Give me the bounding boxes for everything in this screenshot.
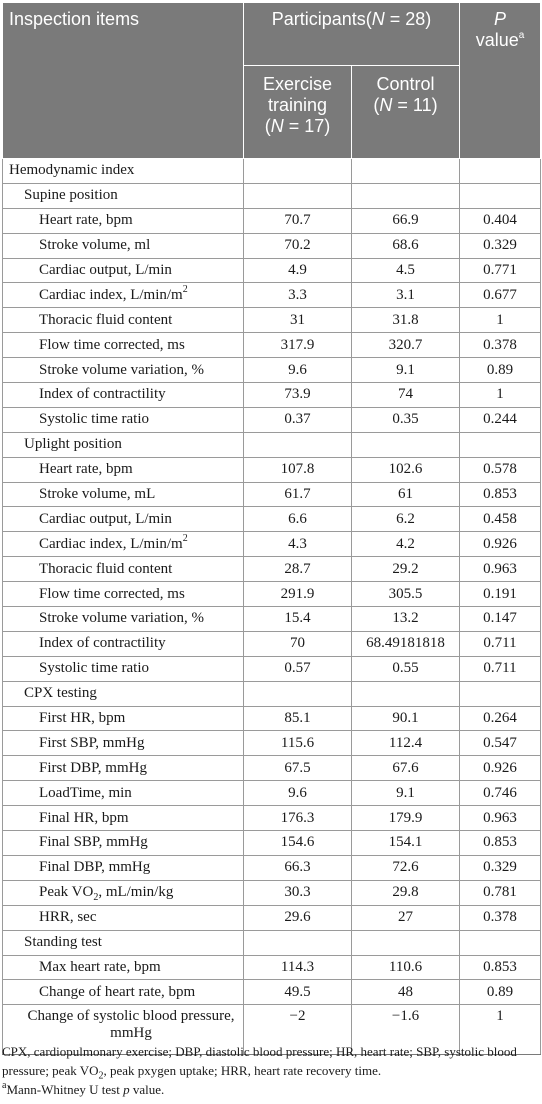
exercise-value-cell: 114.3 [244,955,352,980]
row-label: Change of heart rate, bpm [3,980,244,1005]
row-label: Change of systolic blood pressure, mmHg [3,1005,244,1055]
control-value-cell: 13.2 [352,607,460,632]
control-value-cell: 0.55 [352,656,460,681]
p-value-cell: 0.191 [460,582,541,607]
table-row [3,980,541,1005]
exercise-value-cell: 70 [244,631,352,656]
control-value-cell: 66.9 [352,208,460,233]
exercise-value-cell: 70.7 [244,208,352,233]
p-value-cell: 0.926 [460,756,541,781]
control-value-cell: 68.6 [352,233,460,258]
abbreviations-note: CPX, cardiopulmonary exercise; DBP, diastolic blood pressure; HR, heart rate; SBP, systolic blood pressure; peak $VO_2$, peak pxygen uptake; HRR, heart rate recovery time. [2,1044,517,1082]
row-label: HRR, sec [3,905,244,930]
exercise-value-cell: 3.3 [244,283,352,308]
row-label: First DBP, mmHg [3,756,244,781]
control-value-cell: 68.49181818 [352,631,460,656]
control-value-cell: 72.6 [352,855,460,880]
row-label: Systolic time ratio [3,407,244,432]
control-value-cell [352,183,460,208]
control-value-cell [352,159,460,184]
row-label: CPX testing [3,681,244,706]
p-value-cell: 0.853 [460,482,541,507]
control-value-cell: 4.2 [352,532,460,557]
exercise-value-cell: 30.3 [244,880,352,905]
table-row [3,507,541,532]
p-value-cell: 0.578 [460,457,541,482]
table-row [3,358,541,383]
p-value-cell: 0.853 [460,955,541,980]
p-value-cell: 0.264 [460,706,541,731]
section-row [3,183,541,208]
row-label: Index of contractility [3,383,244,408]
row-label: Final DBP, mmHg [3,855,244,880]
control-value-cell: 305.5 [352,582,460,607]
row-label: Supine position [3,183,244,208]
section-row [3,681,541,706]
section-row [3,432,541,457]
table-row [3,208,541,233]
table-row [3,831,541,856]
row-label: Systolic time ratio [3,656,244,681]
table-row [3,706,541,731]
exercise-value-cell: 176.3 [244,806,352,831]
exercise-value-cell: 29.6 [244,905,352,930]
table-footnotes [2,1042,538,1099]
table-header [3,3,541,159]
exercise-value-cell: 85.1 [244,706,352,731]
row-label: Cardiac output, L/min [3,258,244,283]
exercise-value-cell: 0.37 [244,407,352,432]
header-control: Control (N = 11) [352,66,460,159]
row-label: Heart rate, bpm [3,208,244,233]
row-label: Uplight position [3,432,244,457]
control-value-cell: 9.1 [352,781,460,806]
table-row [3,283,541,308]
p-value-cell: 0.746 [460,781,541,806]
exercise-value-cell [244,681,352,706]
p-value-cell: 0.458 [460,507,541,532]
control-value-cell [352,432,460,457]
control-value-cell: 74 [352,383,460,408]
p-value-cell: 0.147 [460,607,541,632]
table-row [3,607,541,632]
table-body [3,159,541,1055]
row-label: Cardiac output, L/min [3,507,244,532]
table-row [3,955,541,980]
section-row [3,159,541,184]
table-row [3,457,541,482]
row-label: Hemodynamic index [3,159,244,184]
exercise-value-cell [244,159,352,184]
control-value-cell: 154.1 [352,831,460,856]
exercise-value-cell: 67.5 [244,756,352,781]
exercise-value-cell: 9.6 [244,358,352,383]
control-value-cell: 179.9 [352,806,460,831]
p-value-cell: 0.244 [460,407,541,432]
exercise-value-cell [244,432,352,457]
p-value-cell: 0.677 [460,283,541,308]
exercise-value-cell: 9.6 [244,781,352,806]
control-value-cell: 9.1 [352,358,460,383]
statistics-note: $^a$Mann-Whitney U test p value. [2,1079,165,1097]
control-value-cell: −1.6 [352,1005,460,1055]
exercise-value-cell: 6.6 [244,507,352,532]
exercise-value-cell: 154.6 [244,831,352,856]
exercise-value-cell: 73.9 [244,383,352,408]
row-label: First HR, bpm [3,706,244,731]
p-value-cell: 0.89 [460,980,541,1005]
row-label: Cardiac index, $L/\min/m^2$ [3,283,244,308]
table-row [3,631,541,656]
p-value-cell: 0.89 [460,358,541,383]
control-value-cell: 4.5 [352,258,460,283]
row-label: Stroke volume, mL [3,482,244,507]
row-label: First SBP, mmHg [3,731,244,756]
control-value-cell: 67.6 [352,756,460,781]
table-row [3,582,541,607]
header-exercise-training: Exercise training (N = 17) [244,66,352,159]
table-row [3,557,541,582]
table-row [3,781,541,806]
table-row [3,482,541,507]
table-row [3,855,541,880]
p-value-cell: 0.547 [460,731,541,756]
table-row [3,731,541,756]
p-value-cell: 0.329 [460,855,541,880]
exercise-value-cell: 31 [244,308,352,333]
p-value-cell: 0.963 [460,557,541,582]
exercise-value-cell: 291.9 [244,582,352,607]
table-row [3,756,541,781]
exercise-value-cell: −2 [244,1005,352,1055]
p-value-cell [460,159,541,184]
table-row [3,806,541,831]
table-row [3,258,541,283]
row-label: Max heart rate, bpm [3,955,244,980]
exercise-value-cell: 4.3 [244,532,352,557]
row-label: Flow time corrected, ms [3,582,244,607]
control-value-cell: 61 [352,482,460,507]
control-value-cell: 3.1 [352,283,460,308]
control-value-cell: 48 [352,980,460,1005]
control-value-cell: 27 [352,905,460,930]
p-value-cell: 1 [460,383,541,408]
table-row [3,656,541,681]
p-value-cell: 0.378 [460,905,541,930]
row-label: LoadTime, min [3,781,244,806]
exercise-value-cell: 61.7 [244,482,352,507]
exercise-value-cell: 0.57 [244,656,352,681]
exercise-value-cell: 4.9 [244,258,352,283]
results-table [2,2,541,1055]
exercise-value-cell: 66.3 [244,855,352,880]
row-label: Heart rate, bpm [3,457,244,482]
control-value-cell: 29.2 [352,557,460,582]
exercise-value-cell: 49.5 [244,980,352,1005]
section-row [3,930,541,955]
exercise-value-cell [244,183,352,208]
control-value-cell: 320.7 [352,333,460,358]
control-value-cell: 90.1 [352,706,460,731]
table-row [3,383,541,408]
control-value-cell [352,681,460,706]
row-label: Final HR, bpm [3,806,244,831]
row-label: Flow time corrected, ms [3,333,244,358]
control-value-cell [352,930,460,955]
control-value-cell: 31.8 [352,308,460,333]
p-value-cell: 0.711 [460,631,541,656]
row-label: Final SBP, mmHg [3,831,244,856]
p-value-cell [460,681,541,706]
table-row [3,233,541,258]
row-label: Thoracic fluid content [3,308,244,333]
header-inspection-items: Inspection items [3,3,244,159]
exercise-value-cell: 115.6 [244,731,352,756]
p-value-cell [460,183,541,208]
table-row [3,333,541,358]
p-value-cell: 0.329 [460,233,541,258]
p-value-cell [460,432,541,457]
p-value-cell: 1 [460,1005,541,1055]
row-label: Standing test [3,930,244,955]
table-row [3,532,541,557]
row-label: Stroke volume variation, % [3,607,244,632]
header-p-value: P value$^a$ [460,3,541,159]
p-value-cell: 0.853 [460,831,541,856]
p-value-cell: 0.378 [460,333,541,358]
p-value-cell: 0.404 [460,208,541,233]
row-label: Stroke volume variation, % [3,358,244,383]
p-value-cell: 0.781 [460,880,541,905]
p-value-cell: 0.711 [460,656,541,681]
row-label: Peak $VO_2$, mL/min/kg [3,880,244,905]
table-row [3,308,541,333]
exercise-value-cell: 317.9 [244,333,352,358]
control-value-cell: 29.8 [352,880,460,905]
header-participants: Participants(N = 28) [244,3,460,66]
table-row [3,880,541,905]
exercise-value-cell: 28.7 [244,557,352,582]
control-value-cell: 112.4 [352,731,460,756]
control-value-cell: 6.2 [352,507,460,532]
exercise-value-cell: 107.8 [244,457,352,482]
exercise-value-cell: 70.2 [244,233,352,258]
control-value-cell: 102.6 [352,457,460,482]
p-value-cell: 0.771 [460,258,541,283]
exercise-value-cell: 15.4 [244,607,352,632]
control-value-cell: 110.6 [352,955,460,980]
table-row [3,407,541,432]
row-label: Index of contractility [3,631,244,656]
row-label: Stroke volume, ml [3,233,244,258]
p-value-cell: 1 [460,308,541,333]
p-value-cell [460,930,541,955]
row-label: Thoracic fluid content [3,557,244,582]
p-value-cell: 0.963 [460,806,541,831]
exercise-value-cell [244,930,352,955]
p-value-cell: 0.926 [460,532,541,557]
control-value-cell: 0.35 [352,407,460,432]
table-row [3,905,541,930]
row-label: Cardiac index, $L/\min/m^2$ [3,532,244,557]
